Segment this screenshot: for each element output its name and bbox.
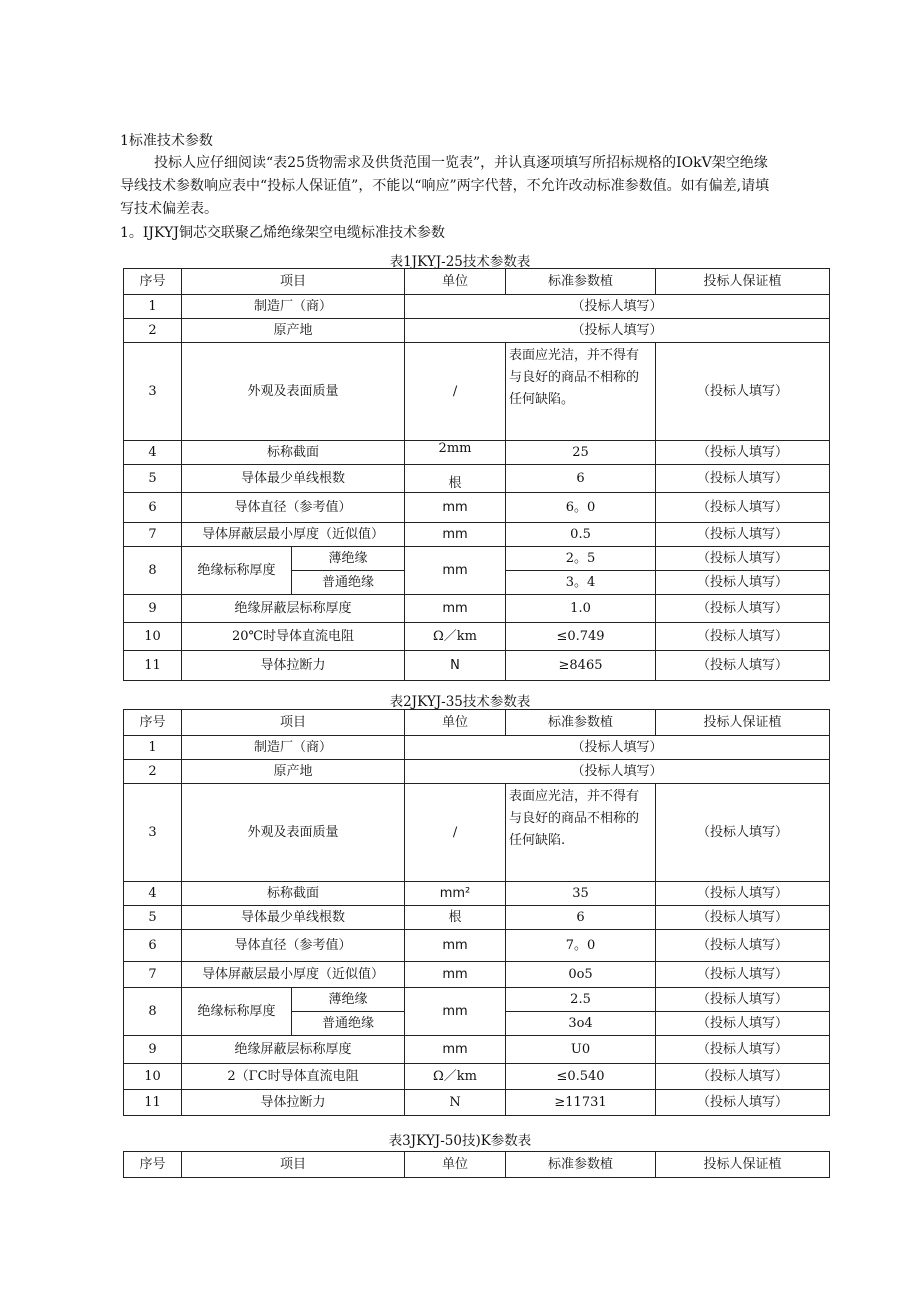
row-unit: mm xyxy=(405,1036,506,1064)
row-no: 7 xyxy=(124,523,182,547)
header-no: 序号 xyxy=(124,269,182,295)
subsection-title: 1。IJKYJ铜芯交联聚乙烯绝缘架空电缆标准技术参数 xyxy=(120,225,445,241)
table-row xyxy=(124,493,830,523)
row-no: 7 xyxy=(124,962,182,988)
row-item: 绝缘屏蔽层标称厚度 xyxy=(182,1036,405,1064)
table-row xyxy=(124,760,830,784)
std-line: 任何缺陷. xyxy=(509,833,566,848)
table1-caption: 表1JKYJ-25技术参数表 xyxy=(389,254,531,270)
row-no: 8 xyxy=(124,547,182,595)
bidder-fill: （投标人填写） xyxy=(405,736,830,760)
row-item: 外观及表面质量 xyxy=(182,343,405,441)
header-item: 项目 xyxy=(182,1152,405,1178)
table-row xyxy=(124,962,830,988)
row-item: 标称截面 xyxy=(182,441,405,465)
header-std: 标准参数植 xyxy=(506,269,656,295)
table-row xyxy=(124,736,830,760)
row-unit: mm xyxy=(405,493,506,523)
table-row xyxy=(124,595,830,623)
bidder-fill: （投标人填写） xyxy=(656,906,830,930)
row-item: 导体拉断力 xyxy=(182,1090,405,1116)
header-no: 序号 xyxy=(124,1152,182,1178)
section-heading: 1标准技术参数 xyxy=(120,133,213,149)
row-no: 10 xyxy=(124,1064,182,1090)
table-row xyxy=(124,906,830,930)
row-no: 11 xyxy=(124,1090,182,1116)
bidder-fill: （投标人填写） xyxy=(656,523,830,547)
row-std: 6 xyxy=(506,906,656,930)
row-unit: mm xyxy=(405,547,506,595)
bidder-fill: （投标人填写） xyxy=(656,988,830,1012)
table-header-row xyxy=(124,269,830,295)
row-no: 3 xyxy=(124,784,182,882)
bidder-fill: （投标人填写） xyxy=(656,784,830,882)
bidder-fill: （投标人填写） xyxy=(656,1090,830,1116)
std-line: 与良好的商品不相称的 xyxy=(509,370,640,385)
row-item: 导体直径（参考值） xyxy=(182,930,405,962)
row-unit: / xyxy=(405,784,506,882)
row-no: 4 xyxy=(124,882,182,906)
bidder-fill: （投标人填写） xyxy=(656,343,830,441)
table-row xyxy=(124,623,830,651)
bidder-fill: （投标人填写） xyxy=(405,295,830,319)
row-no: 10 xyxy=(124,623,182,651)
table-row xyxy=(124,465,830,493)
table-row xyxy=(124,930,830,962)
row-std: 35 xyxy=(506,882,656,906)
row-unit: mm xyxy=(405,930,506,962)
table2-caption: 表2JKYJ-35技术参数表 xyxy=(389,694,531,710)
row-no: 1 xyxy=(124,736,182,760)
row-std: 6 xyxy=(506,465,656,493)
row-std: 2。5 xyxy=(506,547,656,571)
table-row xyxy=(124,319,830,343)
row-unit: mm xyxy=(405,523,506,547)
row-item: 绝缘屏蔽层标称厚度 xyxy=(182,595,405,623)
row-unit: mm xyxy=(405,595,506,623)
row-std: U0 xyxy=(506,1036,656,1064)
table-header-row xyxy=(124,1152,830,1178)
row-no: 6 xyxy=(124,493,182,523)
row-no: 8 xyxy=(124,988,182,1036)
row-std: 25 xyxy=(506,441,656,465)
bidder-fill: （投标人填写） xyxy=(405,319,830,343)
table-row xyxy=(124,1090,830,1116)
header-std: 标准参数植 xyxy=(506,1152,656,1178)
table3-caption: 表3JKYJ-50技)K参数表 xyxy=(388,1133,532,1149)
row-unit: Ω／km xyxy=(405,623,506,651)
table-header-row xyxy=(124,710,830,736)
bidder-fill: （投标人填写） xyxy=(656,547,830,571)
header-item: 项目 xyxy=(182,710,405,736)
row-unit: N xyxy=(405,651,506,681)
table3 xyxy=(123,1151,830,1178)
table-row xyxy=(124,1036,830,1064)
row-unit: Ω／km xyxy=(405,1064,506,1090)
row-item: 绝缘标称厚度 xyxy=(182,988,292,1036)
table-row xyxy=(124,1064,830,1090)
bidder-fill: （投标人填写） xyxy=(656,493,830,523)
row-std: 6。0 xyxy=(506,493,656,523)
row-std xyxy=(506,343,656,441)
table-row xyxy=(124,547,830,571)
row-unit: mm² xyxy=(405,882,506,906)
row-std: ≤0.749 xyxy=(506,623,656,651)
table-row xyxy=(124,441,830,465)
bidder-fill: （投标人填写） xyxy=(656,1012,830,1036)
row-unit: 根 xyxy=(405,906,506,930)
row-std xyxy=(506,784,656,882)
row-subitem: 普通绝缘 xyxy=(292,571,405,595)
row-std: 1.0 xyxy=(506,595,656,623)
header-unit: 单位 xyxy=(405,710,506,736)
row-item: 导体最少单线根数 xyxy=(182,906,405,930)
row-no: 3 xyxy=(124,343,182,441)
row-unit: mm xyxy=(405,962,506,988)
std-line: 表面应光洁，并不得有 xyxy=(509,348,640,363)
row-subitem: 薄绝缘 xyxy=(292,547,405,571)
row-unit: 根 xyxy=(405,465,506,493)
row-item: 导体最少单线根数 xyxy=(182,465,405,493)
row-unit: mm xyxy=(405,988,506,1036)
intro-paragraph xyxy=(120,152,830,221)
bidder-fill: （投标人填写） xyxy=(656,571,830,595)
table-row xyxy=(124,651,830,681)
row-item: 原产地 xyxy=(182,319,405,343)
row-no: 9 xyxy=(124,595,182,623)
row-item: 2（ΓC时导体直流电阻 xyxy=(182,1064,405,1090)
row-unit: / xyxy=(405,343,506,441)
std-line: 任何缺陷。 xyxy=(509,392,575,407)
header-bidder: 投标人保证植 xyxy=(656,269,830,295)
bidder-fill: （投标人填写） xyxy=(656,623,830,651)
intro-line-2: 导线技术参数响应表中“投标人保证值”，不能以“响应”两字代替，不允许改动标准参数值。如有偏差,请填 xyxy=(120,178,770,194)
intro-line-1: 投标人应仔细阅读“表25货物需求及供货范围一览表”，并认真逐项填写所招标规格的IOkV架空绝缘 xyxy=(154,155,768,171)
row-item: 制造厂（商） xyxy=(182,736,405,760)
bidder-fill: （投标人填写） xyxy=(656,882,830,906)
bidder-fill: （投标人填写） xyxy=(656,651,830,681)
row-item: 标称截面 xyxy=(182,882,405,906)
row-std: 0.5 xyxy=(506,523,656,547)
row-no: 6 xyxy=(124,930,182,962)
row-subitem: 薄绝缘 xyxy=(292,988,405,1012)
bidder-fill: （投标人填写） xyxy=(656,1064,830,1090)
bidder-fill: （投标人填写） xyxy=(656,441,830,465)
row-std: 3o4 xyxy=(506,1012,656,1036)
row-item: 外观及表面质量 xyxy=(182,784,405,882)
header-unit: 单位 xyxy=(405,1152,506,1178)
bidder-fill: （投标人填写） xyxy=(656,1036,830,1064)
header-bidder: 投标人保证植 xyxy=(656,1152,830,1178)
row-no: 5 xyxy=(124,465,182,493)
row-item: 20℃时导体直流电阻 xyxy=(182,623,405,651)
header-bidder: 投标人保证植 xyxy=(656,710,830,736)
std-line: 表面应光洁，并不得有 xyxy=(509,789,640,804)
table-row xyxy=(124,523,830,547)
row-item: 导体拉断力 xyxy=(182,651,405,681)
bidder-fill: （投标人填写） xyxy=(656,595,830,623)
row-item: 导体屏蔽层最小厚度（近似值） xyxy=(182,523,405,547)
row-unit: N xyxy=(405,1090,506,1116)
row-item: 导体直径（参考值） xyxy=(182,493,405,523)
row-no: 1 xyxy=(124,295,182,319)
row-std: 3。4 xyxy=(506,571,656,595)
table-row xyxy=(124,882,830,906)
std-line: 与良好的商品不相称的 xyxy=(509,811,640,826)
row-no: 5 xyxy=(124,906,182,930)
table2 xyxy=(123,709,830,1116)
row-no: 2 xyxy=(124,760,182,784)
row-item: 导体屏蔽层最小厚度（近似值） xyxy=(182,962,405,988)
row-item: 绝缘标称厚度 xyxy=(182,547,292,595)
bidder-fill: （投标人填写） xyxy=(405,760,830,784)
row-no: 11 xyxy=(124,651,182,681)
row-no: 9 xyxy=(124,1036,182,1064)
row-std: ≥11731 xyxy=(506,1090,656,1116)
row-std: 0o5 xyxy=(506,962,656,988)
table-row xyxy=(124,988,830,1012)
header-no: 序号 xyxy=(124,710,182,736)
row-no: 2 xyxy=(124,319,182,343)
row-item: 制造厂（商） xyxy=(182,295,405,319)
header-item: 项目 xyxy=(182,269,405,295)
header-std: 标准参数植 xyxy=(506,710,656,736)
row-std: ≤0.540 xyxy=(506,1064,656,1090)
table-row xyxy=(124,295,830,319)
table-row xyxy=(124,784,830,882)
table-row xyxy=(124,343,830,441)
row-std: 2.5 xyxy=(506,988,656,1012)
row-unit: 2mm xyxy=(405,441,506,465)
row-std: 7。0 xyxy=(506,930,656,962)
intro-line-3: 写技术偏差表。 xyxy=(120,201,218,217)
row-std: ≥8465 xyxy=(506,651,656,681)
bidder-fill: （投标人填写） xyxy=(656,962,830,988)
row-no: 4 xyxy=(124,441,182,465)
row-subitem: 普通绝缘 xyxy=(292,1012,405,1036)
header-unit: 单位 xyxy=(405,269,506,295)
bidder-fill: （投标人填写） xyxy=(656,465,830,493)
bidder-fill: （投标人填写） xyxy=(656,930,830,962)
row-item: 原产地 xyxy=(182,760,405,784)
table1 xyxy=(123,268,830,681)
